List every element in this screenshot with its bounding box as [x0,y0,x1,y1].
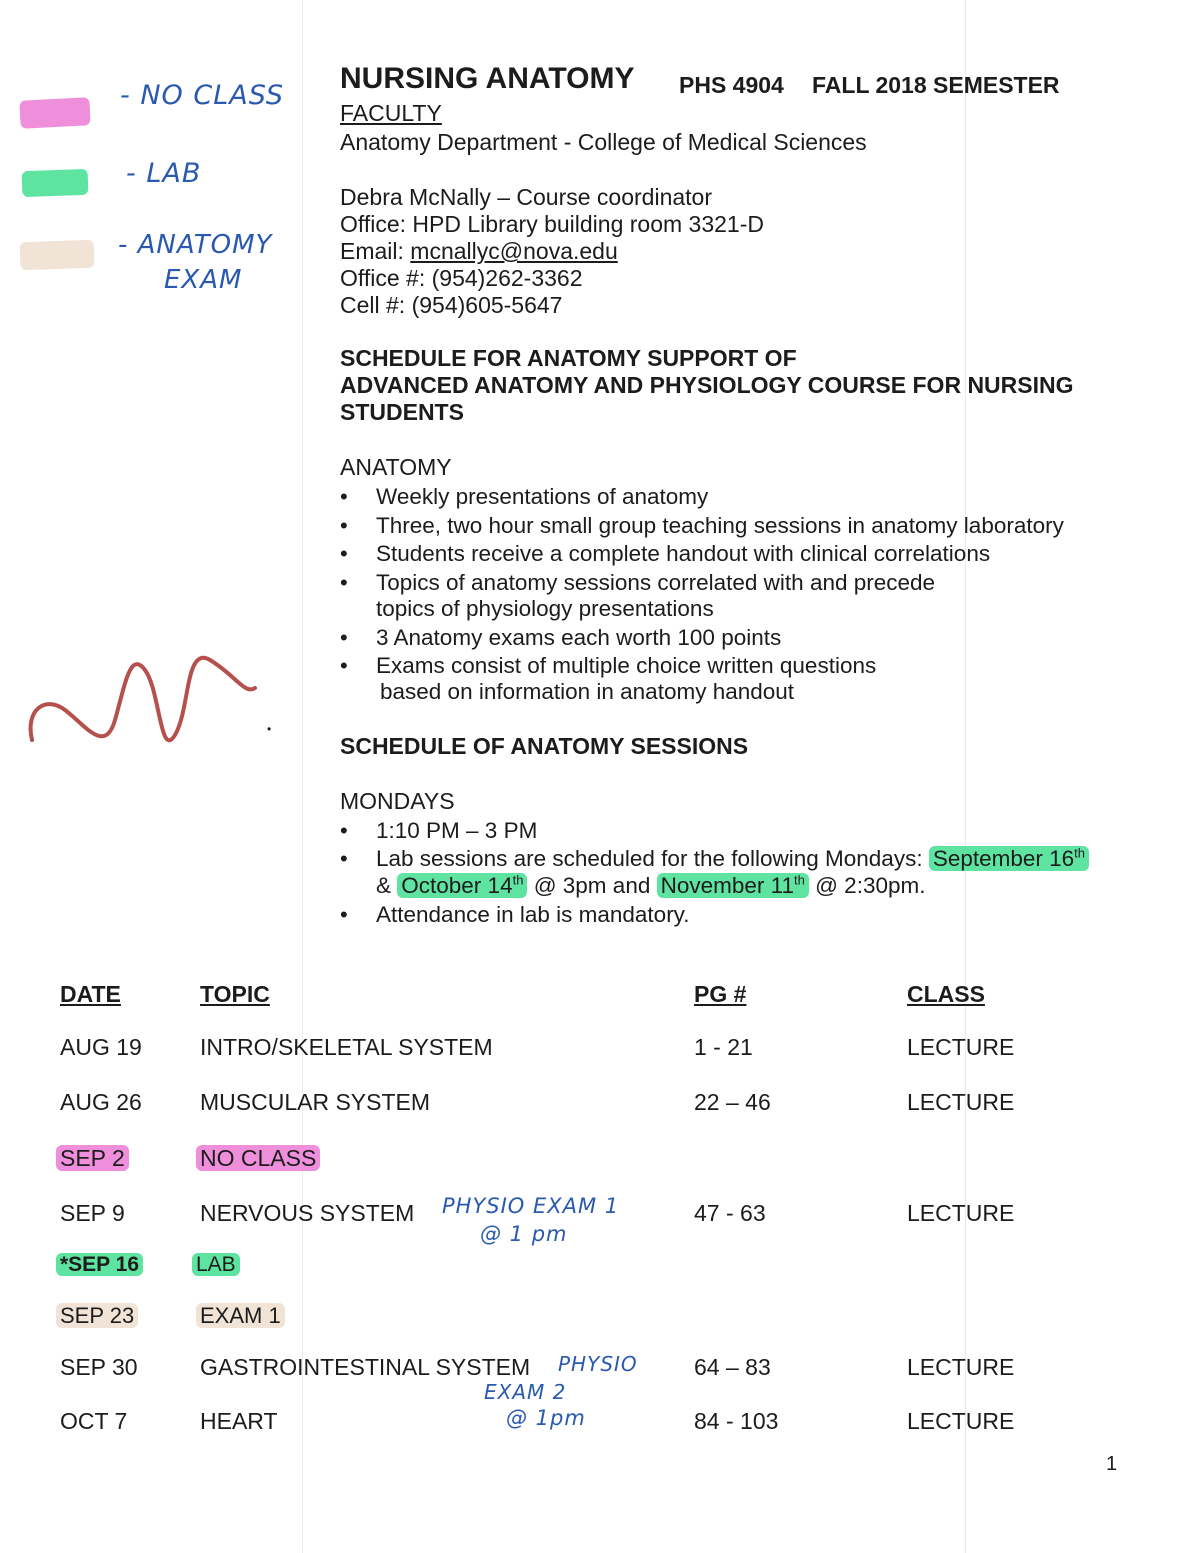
anatomy-heading: ANATOMY [340,454,452,480]
exam-row-topic: EXAM 1 [196,1303,285,1328]
bullet-dot: • [340,570,348,595]
header-date: DATE [60,981,121,1007]
ordinal-suffix: th [512,872,524,888]
schedule-heading-line2: ADVANCED ANATOMY AND PHYSIOLOGY COURSE FOR NURSING [340,372,1074,398]
mondays-heading: MONDAYS [340,788,455,814]
email-link[interactable]: mcnallyc@nova.edu [410,238,618,264]
row-topic: INTRO/SKELETAL SYSTEM [200,1034,493,1060]
sessions-heading: SCHEDULE OF ANATOMY SESSIONS [340,733,749,759]
lab-date-september [929,846,1089,871]
legend-swatch-no-class [19,97,90,129]
lab-date-november-text: November 11 [660,873,794,898]
row-date: OCT 7 [60,1408,128,1434]
legend-swatch-exam [20,240,95,271]
signature-scribble [20,640,270,750]
email-label: Email: [340,238,411,264]
anatomy-bullet: 3 Anatomy exams each worth 100 points [376,625,782,650]
anatomy-bullet: Exams consist of multiple choice written questions [376,653,877,678]
attendance-note: Attendance in lab is mandatory. [376,902,690,927]
no-class-topic: NO CLASS [196,1145,320,1171]
department-line: Anatomy Department - College of Medical Sciences [340,129,867,155]
row-pages: 64 – 83 [694,1354,771,1380]
faculty-heading: FACULTY [340,100,442,126]
row-class: LECTURE [907,1200,1015,1226]
row-date [56,1253,143,1277]
bullet-dot: • [340,846,348,871]
handwritten-physio-exam-1: PHYSIO EXAM 1 [442,1194,620,1218]
row-date [56,1145,129,1172]
row-topic: MUSCULAR SYSTEM [200,1089,431,1115]
legend-exam-label-1: - ANATOMY [118,230,273,260]
header-pg: PG # [694,981,747,1007]
handwritten-physio-exam-1-time: @ 1 pm [480,1222,568,1246]
row-topic [196,1303,285,1329]
anatomy-bullet: Students receive a complete handout with clinical correlations [376,541,991,566]
office-phone: Office #: (954)262-3362 [340,265,583,291]
row-date: SEP 30 [60,1354,138,1380]
email-line [340,238,618,265]
lab-row-topic: LAB [192,1253,240,1276]
handwritten-physio-exam-2-label: EXAM 2 [484,1380,567,1404]
row-pages: 22 – 46 [694,1089,771,1115]
no-class-date: SEP 2 [56,1145,129,1171]
coordinator-line: Debra McNally – Course coordinator [340,184,712,210]
legend-no-class-label: - NO CLASS [120,80,285,111]
row-class: LECTURE [907,1354,1015,1380]
cell-phone: Cell #: (954)605-5647 [340,292,563,318]
page-number: 1 [1106,1453,1118,1475]
row-date: AUG 19 [60,1034,142,1060]
row-topic: HEART [200,1408,278,1434]
lab-sessions-text: Lab sessions are scheduled for the following Mondays: [376,846,929,871]
header-topic: TOPIC [200,981,270,1007]
page-title: NURSING ANATOMY [340,62,635,95]
scan-fold-line [965,0,966,1553]
ampersand: & [376,873,398,898]
bullet-dot: • [340,653,348,678]
anatomy-bullet-continuation: topics of physiology presentations [376,596,714,621]
header-class: CLASS [907,981,985,1007]
lab-time-3pm: @ 3pm and [527,873,657,898]
row-class: LECTURE [907,1034,1015,1060]
lab-sessions-line-2 [376,873,926,899]
row-date: SEP 9 [60,1200,125,1226]
row-topic: GASTROINTESTINAL SYSTEM [200,1354,531,1380]
course-code: PHS 4904 [679,72,784,98]
semester-label: FALL 2018 SEMESTER [812,72,1060,98]
exam-row-date: SEP 23 [56,1303,138,1328]
row-date: AUG 26 [60,1089,142,1115]
row-pages: 47 - 63 [694,1200,766,1226]
row-topic: NERVOUS SYSTEM [200,1200,415,1226]
anatomy-bullet: Topics of anatomy sessions correlated with and precede [376,570,936,595]
scan-fold-line [302,0,303,1553]
bullet-dot: • [340,513,348,538]
ordinal-suffix: th [1074,845,1086,861]
legend-exam-label-2: EXAM [164,265,243,295]
bullet-dot: • [340,818,348,843]
schedule-heading-line1: SCHEDULE FOR ANATOMY SUPPORT OF [340,345,797,371]
handwritten-physio-exam-2-time: @ 1pm [506,1406,586,1430]
mondays-time: 1:10 PM – 3 PM [376,818,538,843]
ordinal-suffix: th [794,872,805,888]
bullet-dot: • [340,625,348,650]
office-location: Office: HPD Library building room 3321-D [340,211,764,237]
bullet-dot: • [340,484,348,509]
row-class: LECTURE [907,1089,1015,1115]
bullet-dot: • [340,902,348,927]
row-pages: 1 - 21 [694,1034,753,1060]
legend-lab-label: - LAB [126,158,202,189]
legend-swatch-lab [22,169,89,197]
handwritten-physio-exam-2: PHYSIO [558,1352,638,1376]
row-topic [192,1253,240,1277]
row-topic [196,1145,320,1172]
bullet-dot: • [340,541,348,566]
lab-date-september-text: September 16 [932,846,1075,871]
anatomy-bullet: Weekly presentations of anatomy [376,484,709,509]
lab-date-october [397,873,527,898]
lab-date-november [657,873,809,898]
anatomy-bullet-continuation: based on information in anatomy handout [380,679,795,704]
lab-row-date: *SEP 16 [56,1253,143,1276]
schedule-heading-line3: STUDENTS [340,399,464,425]
lab-time-230pm: @ 2:30pm. [808,873,926,898]
lab-sessions-line [376,846,1089,872]
row-class: LECTURE [907,1408,1015,1434]
anatomy-bullet: Three, two hour small group teaching sessions in anatomy laboratory [376,513,1064,538]
row-pages: 84 - 103 [694,1408,779,1434]
row-date [56,1303,138,1329]
lab-date-october-text: October 14 [401,873,513,898]
scan-speck: • [267,722,272,736]
